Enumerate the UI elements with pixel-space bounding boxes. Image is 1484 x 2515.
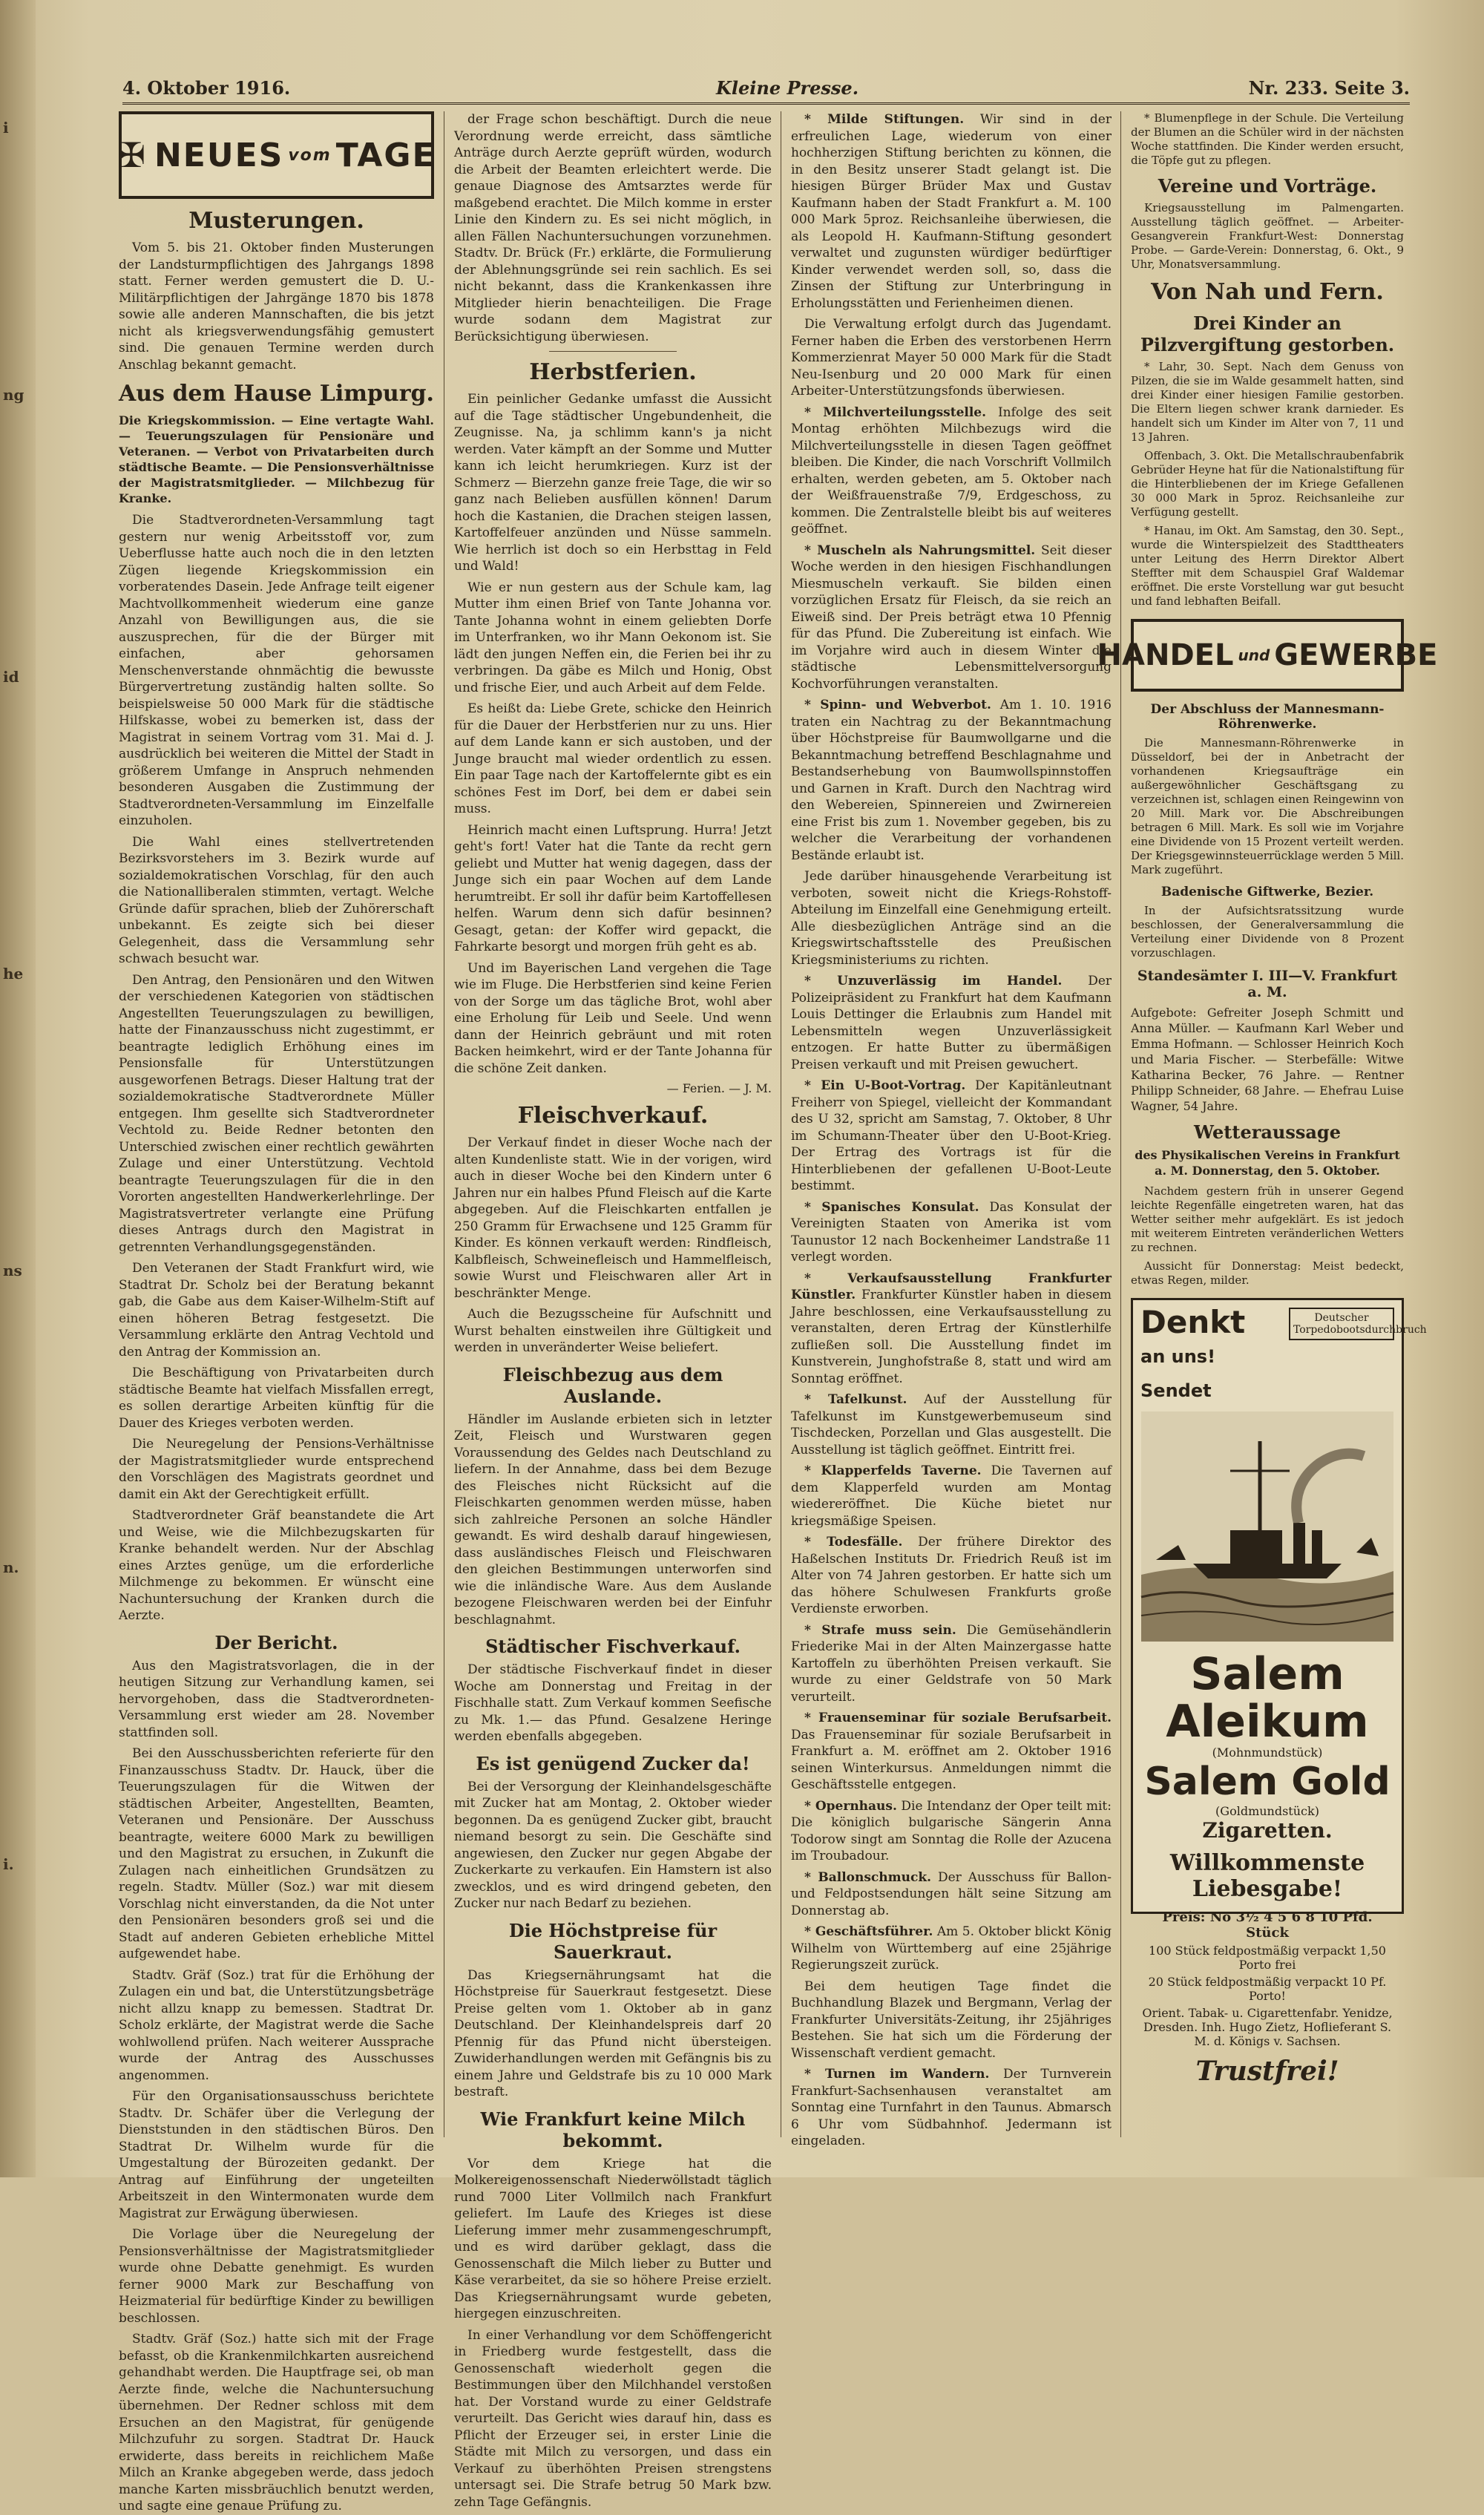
ad-brand-2: Salem Gold xyxy=(1144,1760,1391,1804)
article-paragraph: Bei der Versorgung der Kleinhandelsgeschäfte mit Zucker hat am Montag, 2. Oktober wieder begonnen. Da es genügend Zucker gibt, braucht niemand besorgt zu sein. Die Geschäfte sind angewiesen, den Zucker nur gegen Abgabe der Zuckerkarte zu verkaufen. Ein Hamstern ist also zwecklos, und es wird dringend gebeten, den Zucker nur nach Bedarf zu beziehen. xyxy=(454,1779,772,1911)
gutter-fragment: id xyxy=(3,668,19,686)
article-paragraph xyxy=(791,1798,1112,1865)
item-text: Die Gemüsehändlerin Friederike Mai in der Alten Mainzergasse hatte Kartoffeln zu überhöhten Preisen verkauft. Sie wurde zu einer Geldstrafe von 50 Mark verurteilt. xyxy=(791,1622,1112,1705)
article-paragraph xyxy=(791,2066,1112,2150)
article-paragraph xyxy=(791,111,1112,312)
article-heading: Es ist genügend Zucker da! xyxy=(476,1752,750,1774)
masthead-word: vom xyxy=(288,145,332,165)
item-heading: * Milde Stiftungen. xyxy=(804,112,965,127)
article-paragraph: Für den Organisationsausschuss berichtete Stadtv. Dr. Schäfer über die Verlegung der Dienststunden in den städtischen Büros. Den Stadtrat Dr. Wilhelm wurde für die Umgestaltung der Bürozeiten gedankt. Der Antrag auf Einführung der ungeteilten Arbeitszeit in den Wintermonaten wurde dem Magistrat zur Erwägung überwiesen. xyxy=(119,2089,434,2221)
ad-slogan: Willkommenste Liebesgabe! xyxy=(1169,1850,1365,1902)
ad-offer-line: 100 Stück feldpostmäßig verpackt 1,50 Porto frei xyxy=(1149,1944,1386,1972)
article-heading: Aus dem Hause Limpurg. xyxy=(119,381,434,407)
masthead-word: HANDEL xyxy=(1097,638,1234,672)
article-heading: Fleischverkauf. xyxy=(517,1103,709,1129)
article-paragraph xyxy=(791,1534,1112,1618)
article-paragraph xyxy=(791,1924,1112,1974)
ad-company-line: Orient. Tabak- u. Cigarettenfabr. Yenidze, Dresden. Inh. Hugo Zietz, Hoflieferant S. M. d. Königs v. Sachsen. xyxy=(1142,2006,1393,2048)
separator xyxy=(549,351,676,352)
item-text: Am 5. Oktober blickt König Wilhelm von Württemberg auf eine 25jährige Regierungszeit zurück. xyxy=(791,1924,1112,1973)
item-text: Das Frauenseminar für soziale Berufsarbeit in Frankfurt a. M. eröffnet am 2. Oktober 1916 seinen Winterkursus. Anmeldungen nimmt die Geschäftsstelle entgegen. xyxy=(791,1727,1112,1792)
item-text: Das Konsulat der Vereinigten Staaten von Amerika ist vom Taunustor 12 nach Bockenheimer Landstraße 11 verlegt worden. xyxy=(791,1199,1112,1265)
article-paragraph xyxy=(791,1710,1112,1794)
column-2 xyxy=(454,111,772,2510)
item-heading: * Geschäftsführer. xyxy=(804,1924,933,1939)
ad-brand: Salem Aleikum xyxy=(1166,1648,1369,1748)
article-paragraph: Auch die Bezugsscheine für Aufschnitt und Wurst behalten einstweilen ihre Gültigkeit und werden in unveränderter Weise beliefert. xyxy=(454,1307,772,1355)
article-paragraph: Aus den Magistratsvorlagen, die in der heutigen Sitzung zur Verhandlung kamen, sei hervorgehoben, dass die Stadtverordneten-Versammlung erst wieder am 28. November stattfinden soll. xyxy=(119,1658,434,1740)
article-paragraph: Bei dem heutigen Tage findet die Buchhandlung Blazek und Bergmann, Verlag der Frankfurter Universitäts-Zeitung, ihr 25jähriges Bestehen. Sie hat sich um die Förderung der Wissenschaft verdient gemacht. xyxy=(791,1978,1112,2061)
torpedo-boat-illustration xyxy=(1140,1411,1394,1642)
masthead-word: GEWERBE xyxy=(1274,638,1438,672)
article-paragraph: In der Aufsichtsratssitzung wurde beschlossen, der Generalversammlung die Verteilung einer Dividende von 8 Prozent vorzuschlagen. xyxy=(1131,904,1404,960)
article-paragraph: Nachdem gestern früh in unserer Gegend leichte Regenfälle eingetreten waren, hat das Wetter seither mehr aufgeklärt. Es ist jedoch mit weiterem Eintreten veränderlichen Wetters zu rechnen. xyxy=(1131,1184,1404,1254)
column-rule xyxy=(1120,111,1121,2137)
ad-product: Zigaretten. xyxy=(1202,1818,1333,1843)
ad-brand-2-note: (Goldmundstück) xyxy=(1215,1804,1319,1818)
article-heading: Die Höchstpreise für Sauerkraut. xyxy=(508,1919,718,1963)
article-heading: Herbstferien. xyxy=(529,359,697,385)
gutter-fragment: i. xyxy=(3,1855,14,1873)
item-text: Frankfurter Künstler haben in diesem Jahre beschlossen, eine Verkaufsausstellung zu veranstalten, deren Ertrag der Künstlerhilfe zufließen soll. Die Ausstellung findet im Kunstverein, Junghofstraße 8, statt und wird am Sonntag eröffnet. xyxy=(791,1288,1112,1386)
article-paragraph xyxy=(791,1391,1112,1458)
ad-headline-line: an uns! Sendet xyxy=(1140,1346,1216,1401)
salem-aleikum-advertisement xyxy=(1131,1298,1427,2087)
item-heading: * Tafelkunst. xyxy=(804,1392,907,1407)
column-3 xyxy=(791,111,1112,2148)
item-heading: * Spanisches Konsulat. xyxy=(804,1199,979,1215)
item-text: Der frühere Direktor des Haßelschen Instituts Dr. Friedrich Reuß ist im Alter von 74 Jahren gestorben. Er hatte sich um das höhere Schulwesen Frankfurts große Verdienste erworben. xyxy=(791,1535,1112,1616)
ad-brand-note: (Mohnmundstück) xyxy=(1212,1745,1323,1760)
article-paragraph xyxy=(791,1463,1112,1529)
article-heading: Wie Frankfurt keine Milch bekommt. xyxy=(480,2108,746,2151)
article-heading: Badenische Giftwerke, Bezier. xyxy=(1160,885,1374,899)
item-text: Am 1. 10. 1916 traten ein Nachtrag zu der Bekanntmachung über Höchstpreise für Baumwollgarne und die Bekanntmachung betreffend Beschlagnahme und Bestandserhebung von Baumwollspinnstoffen und Garnen in Kraft. Durch den Nachtrag wird den Webereien, Spinnereien und Zwirnereien eine Frist bis zum 1. November gegeben, bis zu welcher die Verarbeitung der vorhandenen Bestände erlaubt ist. xyxy=(791,698,1112,863)
article-paragraph xyxy=(791,1869,1112,1920)
item-text: Auf der Ausstellung für Tafelkunst im Kunstgewerbemuseum sind Tischdecken, Porzellan und Glas ausgestellt. Die Ausstellung ist täglich geöffnet. Eintritt frei. xyxy=(791,1392,1112,1457)
ad-price: Preis: No 3½ 4 5 6 8 10 Pfd. Stück xyxy=(1162,1909,1373,1941)
author-signature: — Ferien. — J. M. xyxy=(666,1081,772,1095)
article-paragraph: Die Mannesmann-Röhrenwerke in Düsseldorf, bei der in Anbetracht der vorhandenen Kriegsaufträge ein außergewöhnlicher Geschäftsgang zu verzeichnen ist, schlagen einen Reingewinn von 20 Mill. Mark vor. Die Abschreibungen betragen 6 Mill. Mark. Es soll wie im Vorjahre eine Dividende von 15 Prozent verteilt werden. Der Kriegsgewinnsteuerrücklage werden 5 Mill. Mark zugeführt. xyxy=(1131,736,1404,876)
article-paragraph: Kriegsausstellung im Palmengarten. Ausstellung täglich geöffnet. — Arbeiter-Gesangverein Frankfurt-West: Donnerstag Probe. — Garde-Verein: Donnerstag, 6. Okt., 9 Uhr, Monatsversammlung. xyxy=(1131,201,1404,271)
gutter-fragment: he xyxy=(3,965,24,983)
page-header xyxy=(122,77,1410,105)
article-paragraph: Stadtverordneter Gräf beanstandete die Art und Weise, wie die Milchbezugskarten für Kranke behandelt werden. Nur der Abschlag eines Arztes genüge, um die erforderliche Milchmenge zu bekommen. Er wünscht eine Nachuntersuchung der Kranken durch die Aerzte. xyxy=(119,1508,434,1623)
ad-trust-slogan: Trustfrei! xyxy=(1195,2056,1339,2087)
weather-subtitle: des Physikalischen Vereins in Frankfurt a. M. Donnerstag, den 5. Oktober. xyxy=(1135,1148,1400,1178)
item-heading: * Klapperfelds Taverne. xyxy=(804,1463,982,1478)
masthead-word: NEUES xyxy=(154,136,284,174)
article-summary: Die Kriegskommission. — Eine vertagte Wahl. — Teuerungszulagen für Pensionäre und Veteranen. — Verbot von Privatarbeiten durch städtische Beamte. — Die Pensionsverhältnisse der Magistratsmitglieder. — Milchbezug für Kranke. xyxy=(119,413,434,505)
article-paragraph xyxy=(791,973,1112,1073)
article-paragraph: * Hanau, im Okt. Am Samstag, den 30. Sept., wurde die Winterspielzeit des Stadttheaters unter Leitung des Herrn Direktor Albert Steffter mit dem Schauspiel Graf Waldemar eröffnet. Die erste Vorstellung war gut besucht und fand lebhaften Beifall. xyxy=(1131,524,1404,608)
article-paragraph xyxy=(791,697,1112,864)
header-paper-name: Kleine Presse. xyxy=(716,77,859,99)
article-paragraph: Die Vorlage über die Neuregelung der Pensionsverhältnisse der Magistratsmitglieder wurde ohne Debatte genehmigt. Es wurden ferner 9000 Mark zur Beschaffung von Heizmaterial für bedürftige Kinder zu bewilligen beschlossen. xyxy=(119,2227,434,2326)
article-paragraph: Heinrich macht einen Luftsprung. Hurra! Jetzt geht's fort! Vater hat die Tante da recht gern geliebt und Mutter hat wenig dagegen, dass der Junge sich ein paar Wochen auf dem Lande herumtreibt. Er soll ihr dafür beim Kartoffellesen helfen. Warum denn sich dafür besinnen? Gesagt, getan: der Koffer wird gepackt, die Fahrkarte besorgt und morgen früh geht es ab. xyxy=(454,822,772,954)
article-paragraph: Den Antrag, den Pensionären und den Witwen der verschiedenen Kategorien von städtischen Angestellten Teuerungszulagen zu bewilligen, hatte der Finanzausschuss nicht zugestimmt, er beantragte lediglich Erhöhung eines im Pensionsfalle für Unterstützungen ausgeworfenen Betrags. Dieser Haltung trat der sozialdemokratische Stadtverordnete Müller entgegen. Ihm gesellte sich Stadtverordneter Vechtold zu. Beide Redner betonten den Unterschied zwischen einer rechtlich gewährten Zulage und einer Unterstützung. Vechtold beantragte Teuerungszulagen für die in den Vororten angestellten Handwerkerlehrlinge. Der Magistratsvertreter verlangte eine Prüfung dieses Antrags durch den Magistrat in getrennten Verhandlungsgegenständen. xyxy=(119,972,434,1255)
article-heading: Vereine und Vorträge. xyxy=(1158,175,1377,197)
item-heading: * Unzuverlässig im Handel. xyxy=(804,974,1063,988)
article-paragraph: Stadtv. Gräf (Soz.) trat für die Erhöhung der Zulagen ein und bat, die Unterstützungsbeträge nicht allzu knapp zu bemessen. Stadtrat Dr. Scholz erklärte, der Magistrat werde die Sache wohlwollend prüfen. Nach weiterer Aussprache wurde der Antrag des Ausschusses angenommen. xyxy=(119,1967,434,2083)
gutter-fragment: ng xyxy=(3,386,24,404)
registry-list: Aufgebote: Gefreiter Joseph Schmitt und Anna Müller. — Kaufmann Karl Weber und Emma Hofmann. — Schlosser Heinrich Koch und Maria Fischer. — Sterbefälle: Witwe Katharina Becker, 76 Jahre. — Rentner Philipp Schneider, 68 Jahre. — Ehefrau Luise Wagner, 54 Jahre. xyxy=(1131,1006,1404,1113)
article-paragraph: Jede darüber hinausgehende Verarbeitung ist verboten, soweit nicht die Kriegs-Rohstoff-Abteilung im Einzelfall eine Genehmigung erteilt. Alle diesbezüglichen Anträge sind an die Kriegswirtschaftsstelle des Preußischen Kriegsministeriums zu richten. xyxy=(791,869,1112,968)
item-text: Seit dieser Woche werden in den hiesigen Fischhandlungen Miesmuscheln verkauft. Sie bilden einen vorzüglichen Ersatz für Fleisch, da sie reich an Eiweiß sind. Der Preis beträgt etwa 10 Pfennig für das Pfund. Die Zubereitung ist einfach. Wie im Vorjahre wird auch in diesem Winter die städtische Lebensmittelversorgung Kochvorführungen veranstalten. xyxy=(791,542,1112,692)
article-paragraph: Bei den Ausschussberichten referierte für den Finanzausschuss Stadtv. Dr. Hauck, über die Teuerungszulagen für die Witwen der städtischen Arbeiter, Angestellten, Beamten, Veteranen und Pensionäre. Der Ausschuss beantragte, weitere 6000 Mark zu bewilligen und den Magistrat zu ersuchen, in Zukunft die Zulagen nach einheitlichen Grundsätzen zu regeln. Stadtv. Müller (Soz.) war mit diesem Vorschlag nicht einverstanden, da die Not unter den Pensionären besonders groß sei und die Stadt auf anderen Gebieten erhebliche Mittel aufgewendet habe. xyxy=(119,1746,434,1961)
handel-gewerbe-masthead xyxy=(1097,619,1438,692)
item-heading: * Milchverteilungsstelle. xyxy=(804,404,987,420)
article-paragraph: Den Veteranen der Stadt Frankfurt wird, wie Stadtrat Dr. Scholz bei der Beratung bekannt gab, die Gabe aus dem Kaiser-Wilhelm-Stift auf einen höheren Betrag festgesetzt. Die Versammlung erklärte den Antrag Vechtold und den Antrag der Kommission an. xyxy=(119,1261,434,1360)
ad-headline-line: Denkt xyxy=(1140,1304,1246,1340)
header-issue: Nr. 233. Seite 3. xyxy=(1248,77,1410,99)
item-heading: * Verkaufsausstellung Frankfurter Künstler. xyxy=(791,1270,1112,1302)
item-text: Wir sind in der erfreulichen Lage, wiederum von einer hochherzigen Stiftung berichten zu können, die in den Besitz unserer Stadt gelangt ist. Die hiesigen Bürger Brüder Max und Gustav Kaufmann haben der Stadt Frankfurt a. M. 100 000 Mark 5proz. Reichsanleihe überwiesen, die als Leopold H. Kaufmann-Stiftung gesondert verwaltet und zugunsten würdiger bedürftiger Kinder verwendet werden soll, so, dass die Zinsen der Stiftung zur Unterbringung in Erholungsstätten und Ferienheimen dienen. xyxy=(791,112,1112,311)
eagle-icon: ✠ xyxy=(116,135,147,175)
article-paragraph: * Lahr, 30. Sept. Nach dem Genuss von Pilzen, die sie im Walde gesammelt hatten, sind drei Kinder einer hiesigen Familie gestorben. Die Eltern liegen schwer krank darnieder. Es handelt sich um Kinder im Alter von 7, 11 und 13 Jahren. xyxy=(1131,360,1404,444)
article-paragraph: Vor dem Kriege hat die Molkereigenossenschaft Niederwöllstadt täglich rund 7000 Liter Vollmilch nach Frankfurt geliefert. Im Laufe des Krieges ist diese Lieferung immer mehr zusammengeschrumpft, und es wird darüber geklagt, dass die Genossenschaft die Milch lieber zu Butter und Käse verarbeitet, da sie so höhere Preise erzielt. Das Kriegsernährungsamt wurde gebeten, hiergegen einzuschreiten. xyxy=(454,2156,772,2321)
column-4 xyxy=(1097,111,1438,2145)
item-text: Der Ausschuss für Ballon- und Feldpostsendungen hält seine Sitzung am Donnerstag ab. xyxy=(791,1869,1112,1918)
article-paragraph: In einer Verhandlung vor dem Schöffengericht in Friedberg wurde festgestellt, dass die Genossenschaft wiederholt gegen die Bestimmungen über den Milchhandel verstoßen hat. Der Vorstand wurde zu einer Geldstrafe verurteilt. Das Gericht wies darauf hin, dass es Pflicht der Erzeuger sei, in erster Linie die Städte mit Milch zu versorgen, und dass ein Verkauf zu überhöhten Preisen strengstens untersagt sei. Die Strafe betrug 50 Mark bzw. zehn Tage Gefängnis. xyxy=(454,2327,772,2510)
article-paragraph: Der Verkauf findet in dieser Woche nach der alten Kundenliste statt. Wie in der vorigen, wird auch in dieser Woche bei den Kindern unter 6 Jahren nur ein halbes Pfund Fleisch auf die Karte abgegeben. Auf die Fleischkarten entfallen je 250 Gramm für Erwachsene und 125 Gramm für Kinder. Es können verkauft werden: Rindfleisch, Kalbfleisch, Schweinefleisch und Hammelfleisch, sowie Wurst und Fleischwaren aller Art in beschränkter Menge. xyxy=(454,1135,772,1301)
article-paragraph: Stadtv. Gräf (Soz.) hatte sich mit der Frage befasst, ob die Krankenmilchkarten ausreichend gehandhabt werden. Die Hauptfrage sei, ob man Aerzte finde, welche die Nachuntersuchung übernehmen. Der Redner schloss mit dem Ersuchen an den Magistrat, für genügende Milchzufuhr zu sorgen. Stadtrat Dr. Hauck erwiderte, dass bereits in reichlichem Maße Milch an Kranke abgegeben werde, dass jedoch manche Karten missbräuchlich benutzt werden, und sagte eine genaue Prüfung zu. xyxy=(119,2332,434,2514)
article-paragraph xyxy=(791,1622,1112,1706)
article-paragraph: Die Beschäftigung von Privatarbeiten durch städtische Beamte hat vielfach Missfallen erregt, es sollen derartige Arbeiten künftig für die Dauer des Krieges verboten werden. xyxy=(119,1365,434,1431)
ad-caption-box: Deutscher Torpedobootsdurchbruch xyxy=(1289,1308,1394,1340)
item-heading: * Ein U-Boot-Vortrag. xyxy=(804,1078,966,1093)
masthead-word: und xyxy=(1238,646,1270,664)
item-text: Die Tavernen auf dem Klapperfeld wurden am Montag wiedereröffnet. Die Küche bietet nur kriegsmäßige Speisen. xyxy=(791,1463,1112,1529)
article-paragraph: Ein peinlicher Gedanke umfasst die Aussicht auf die Tage städtischer Ungebundenheit, die Zeugnisse. Na, ja schlimm kann's ja nicht werden. Vater kämpft an der Somme und Mutter kann ich leicht herumkriegen. Kurz ist der Schmerz — Bierzehn ganze freie Tage, die wir so ganz nach Belieben ausfüllen können! Darum hoch die Kastanien, die Drachen steigen lassen, Kartoffelfeuer anzünden und Nüsse sammeln. Wie herrlich ist doch so ein Herbsttag in Feld und Wald! xyxy=(454,392,772,574)
article-heading: Fleischbezug aus dem Auslande. xyxy=(502,1363,723,1407)
article-paragraph: Die Verwaltung erfolgt durch das Jugendamt. Ferner haben die Erben des verstorbenen Herrn Kommerzienrat Mayer 50 000 Mark für die Stadt Neu-Isenburg und 20 000 Mark für einen Arbeiter-Unterstützungsfonds überwiesen. xyxy=(791,317,1112,399)
article-paragraph: Die Stadtverordneten-Versammlung tagt gestern nur wenig Arbeitsstoff vor, zum Ueberflusse hatte auch noch die in den letzten Zügen liegende Kriegskommission ein vorberatendes Dasein. Jede Anfrage teilt eigener Machtvollkommenheit wiederum eine ganze Anzahl von Bewilligungen aus, die sie auszusprechen, für die der Bürger mit einfachen, aber gehorsamen Menschenverstande ohnmächtig die bewusste Bürgervertretung zuständig halten sollte. So beispielsweise 50 000 Mark für die städtische Hilfskasse, wobei zu bemerken ist, dass der Magistrat in seinem Vortrag vom 31. Mai d. J. ausdrücklich bei weiteren die Mittel der Stadt in größerem Umfange in Anspruch nehmenden besonderen Ausgaben die Zustimmung der Stadtverordneten-Versammlung im Einzelfalle einzuholen. xyxy=(119,513,434,828)
article-paragraph: Offenbach, 3. Okt. Die Metallschraubenfabrik Gebrüder Heyne hat für die Nationalstiftung für die Hinterbliebenen der im Kriege Gefallenen 30 000 Mark in 5proz. Reichsanleihe zur Verfügung gestellt. xyxy=(1131,449,1404,519)
item-text: Der Kapitänleutnant Freiherr von Spiegel, vielleicht der Kommandant des U 32, spricht am Samstag, 7. Oktober, 8 Uhr im Schumann-Theater über den U-Boot-Krieg. Der Ertrag des Vortrags ist für die Hinterbliebenen der gefallenen U-Boot-Leute bestimmt. xyxy=(791,1078,1112,1193)
item-heading: * Muscheln als Nahrungsmittel. xyxy=(804,542,1036,558)
gutter-fragment: ns xyxy=(3,1262,22,1279)
article-paragraph: Und im Bayerischen Land vergehen die Tage wie im Fluge. Die Herbstferien sind keine Ferien von der Sorge um das tägliche Brot, wohl aber eine Erholung für Leib und Seele. Und wenn dann der Heinrich gebräunt und mit roten Backen heimkehrt, wird er der Tante Johanna für die schöne Zeit danken. xyxy=(454,960,772,1076)
article-paragraph: der Frage schon beschäftigt. Durch die neue Verordnung werde erreicht, dass sämtliche Anträge durch Aerzte geprüft würden, wodurch die Arbeit der Beamten erleichtert werde. Die genaue Diagnose des Amtsarztes werde für maßgebend erachtet. Die Milch komme in erster Linie den Kindern zu. Es sei nicht möglich, in allen Fällen Nachuntersuchungen vorzunehmen. Stadtv. Dr. Brück (Fr.) erklärte, die Formulierung der Ablehnungsgründe sei rein sachlich. Es sei nicht bekannt, dass die Krankenkassen ihre Mitglieder hierin benachteiligen. Die Frage wurde sodann dem Magistrat zur Berücksichtigung überwiesen. xyxy=(454,112,772,344)
article-paragraph xyxy=(791,1199,1112,1266)
article-heading: Drei Kinder an Pilzvergiftung gestorben. xyxy=(1140,312,1395,355)
article-heading: Wetteraussage xyxy=(1194,1121,1341,1143)
gutter-fragment: n. xyxy=(3,1558,19,1576)
article-paragraph xyxy=(791,1078,1112,1195)
article-paragraph: Die Neuregelung der Pensions-Verhältnisse der Magistratsmitglieder wurde entsprechend den Vorschlägen des Magistrats geordnet und damit ein Akt der Gerechtigkeit erfüllt. xyxy=(119,1437,434,1502)
column-1 xyxy=(116,111,436,2514)
item-text: Die Intendanz der Oper teilt mit: Die königlich bulgarische Sängerin Anna Todorow singt am Sonntag die Rolle der Azucena im Troubadour. xyxy=(791,1798,1112,1863)
article-paragraph: Es heißt da: Liebe Grete, schicke den Heinrich für die Dauer der Herbstferien nur zu uns. Hier auf dem Lande kann er sich austoben, und der Junge braucht mal wieder ordentlich zu essen. Ein paar Tage nach der Kartoffelernte gibt es ein schönes Fest im Dorf, bei dem er dabei sein muss. xyxy=(454,701,772,816)
article-paragraph: Das Kriegsernährungsamt hat die Höchstpreise für Sauerkraut festgesetzt. Diese Preise gelten vom 1. Oktober ab in ganz Deutschland. Der Kleinhandelspreis darf 20 Pfennig für das Pfund nicht übersteigen. Zuwiderhandlungen werden mit Gefängnis bis zu einem Jahre und Geldstrafe bis zu 10 000 Mark bestraft. xyxy=(454,1967,772,2099)
article-heading: Standesämter I. III—V. Frankfurt a. M. xyxy=(1137,968,1398,1000)
item-heading: * Strafe muss sein. xyxy=(804,1622,956,1638)
article-heading: Von Nah und Fern. xyxy=(1151,279,1384,305)
gutter-fragment: i xyxy=(3,119,9,137)
item-text: Der Polizeipräsident zu Frankfurt hat dem Kaufmann Louis Dettinger die Erlaubnis zum Handel mit Lebensmitteln wegen Unzuverlässigkeit entzogen. Er hatte Butter zu übermäßigen Preisen verkauft und mit Preisen gewuchert. xyxy=(791,974,1112,1072)
article-heading: Städtischer Fischverkauf. xyxy=(485,1636,741,1657)
article-paragraph: Wie er nun gestern aus der Schule kam, lag Mutter ihm einen Brief von Tante Johanna vor. Tante Johanna wohnt in einem geliebten Dorfe im Unterfranken, wo ihr Mann Oekonom ist. Sie lädt den jungen Neffen ein, die Ferien bei ihr zu verbringen. Da gäbe es Milch und Honig, Obst und frische Eier, und auch Arbeit auf dem Felde. xyxy=(454,580,772,695)
article-paragraph: Die Wahl eines stellvertretenden Bezirksvorstehers im 3. Bezirk wurde auf sozialdemokratischen Vorschlag, für den auch die Nationalliberalen stimmten, vertagt. Welche Gründe dafür sprachen, blieb der Zuhörerschaft unbekannt. Es zeigte sich bei dieser Gelegenheit, dass die Versammlung sehr schwach besucht war. xyxy=(119,834,434,966)
item-text: Der Turnverein Frankfurt-Sachsenhausen veranstaltet am Sonntag eine Turnfahrt in den Taunus. Abmarsch 6 Uhr vom Südbahnhof. Jedermann ist eingeladen. xyxy=(791,2067,1112,2148)
item-heading: * Turnen im Wandern. xyxy=(804,2067,990,2082)
neues-vom-tage-masthead xyxy=(116,111,436,199)
item-heading: * Spinn- und Webverbot. xyxy=(804,698,991,712)
article-heading: Musterungen. xyxy=(188,208,364,234)
article-heading: Der Abschluss der Mannesmann-Röhrenwerke. xyxy=(1150,702,1385,732)
item-heading: * Opernhaus. xyxy=(804,1798,897,1814)
item-heading: * Frauenseminar für soziale Berufsarbeit. xyxy=(804,1711,1112,1725)
item-text: Infolge des seit Montag erhöhten Milchbezugs wird die Milchverteilungsstelle in diesen Tagen geöffnet bleiben. Die Kinder, die nach Vorschrift Vollmilch erhalten, werden gebeten, am 5. Oktober nach der Weißfrauenstraße 7/9, Erdgeschoss, zu kommen. Die Zentralstelle bleibt bis auf weiteres geöffnet. xyxy=(791,404,1112,537)
article-heading: Der Bericht. xyxy=(214,1631,338,1653)
binding-gutter xyxy=(0,0,36,2177)
header-date: 4. Oktober 1916. xyxy=(122,77,291,99)
item-heading: * Ballonschmuck. xyxy=(804,1869,932,1885)
article-paragraph: Vom 5. bis 21. Oktober finden Musterungen der Landsturmpflichtigen des Jahrgangs 1898 statt. Ferner werden gemustert die D. U.-Militärpflichtigen der Jahrgänge 1870 bis 1878 sowie alle anderen Mannschaften, die bis jetzt nicht als kriegsverwendungsfähig gemustert sind. Die genauen Termine werden durch Anschlag bekannt gemacht. xyxy=(119,240,434,373)
item-heading: * Todesfälle. xyxy=(804,1535,903,1550)
article-paragraph xyxy=(791,404,1112,538)
ad-offer-line: 20 Stück feldpostmäßig verpackt 10 Pf. Porto! xyxy=(1148,1975,1387,2003)
article-paragraph xyxy=(791,542,1112,693)
article-paragraph xyxy=(791,1270,1112,1388)
masthead-word: TAGE xyxy=(335,136,436,174)
article-paragraph: Der städtische Fischverkauf findet in dieser Woche am Donnerstag und Freitag in der Fischhalle statt. Zum Verkauf kommen Seefische zu Mk. 1.— das Pfund. Gesalzene Heringe werden ebenfalls abgegeben. xyxy=(454,1662,772,1744)
article-paragraph: Aussicht für Donnerstag: Meist bedeckt, etwas Regen, milder. xyxy=(1131,1259,1404,1287)
article-paragraph: Händler im Auslande erbieten sich in letzter Zeit, Fleisch und Wurstwaren gegen Voraussendung des Geldes nach Deutschland zu liefern. In der Annahme, dass bei dem Bezuge des Fleisches nicht Rücksicht auf die Fleischkarten genommen werden müsse, haben sich zahlreiche Personen an solche Händler gewandt. Es wird deshalb darauf hingewiesen, dass ausländisches Fleisch und Fleischwaren den gleichen Bestimmungen unterworfen sind wie die inländische Ware. Aus dem Auslande bezogene Fleischwaren werden bei der Einfuhr beschlagnahmt. xyxy=(454,1411,772,1627)
ad-headline xyxy=(1140,1304,1289,1406)
article-paragraph: * Blumenpflege in der Schule. Die Verteilung der Blumen an die Schüler wird in der nächsten Woche stattfinden. Die Kinder werden ersucht, die Töpfe gut zu pflegen. xyxy=(1131,111,1404,167)
